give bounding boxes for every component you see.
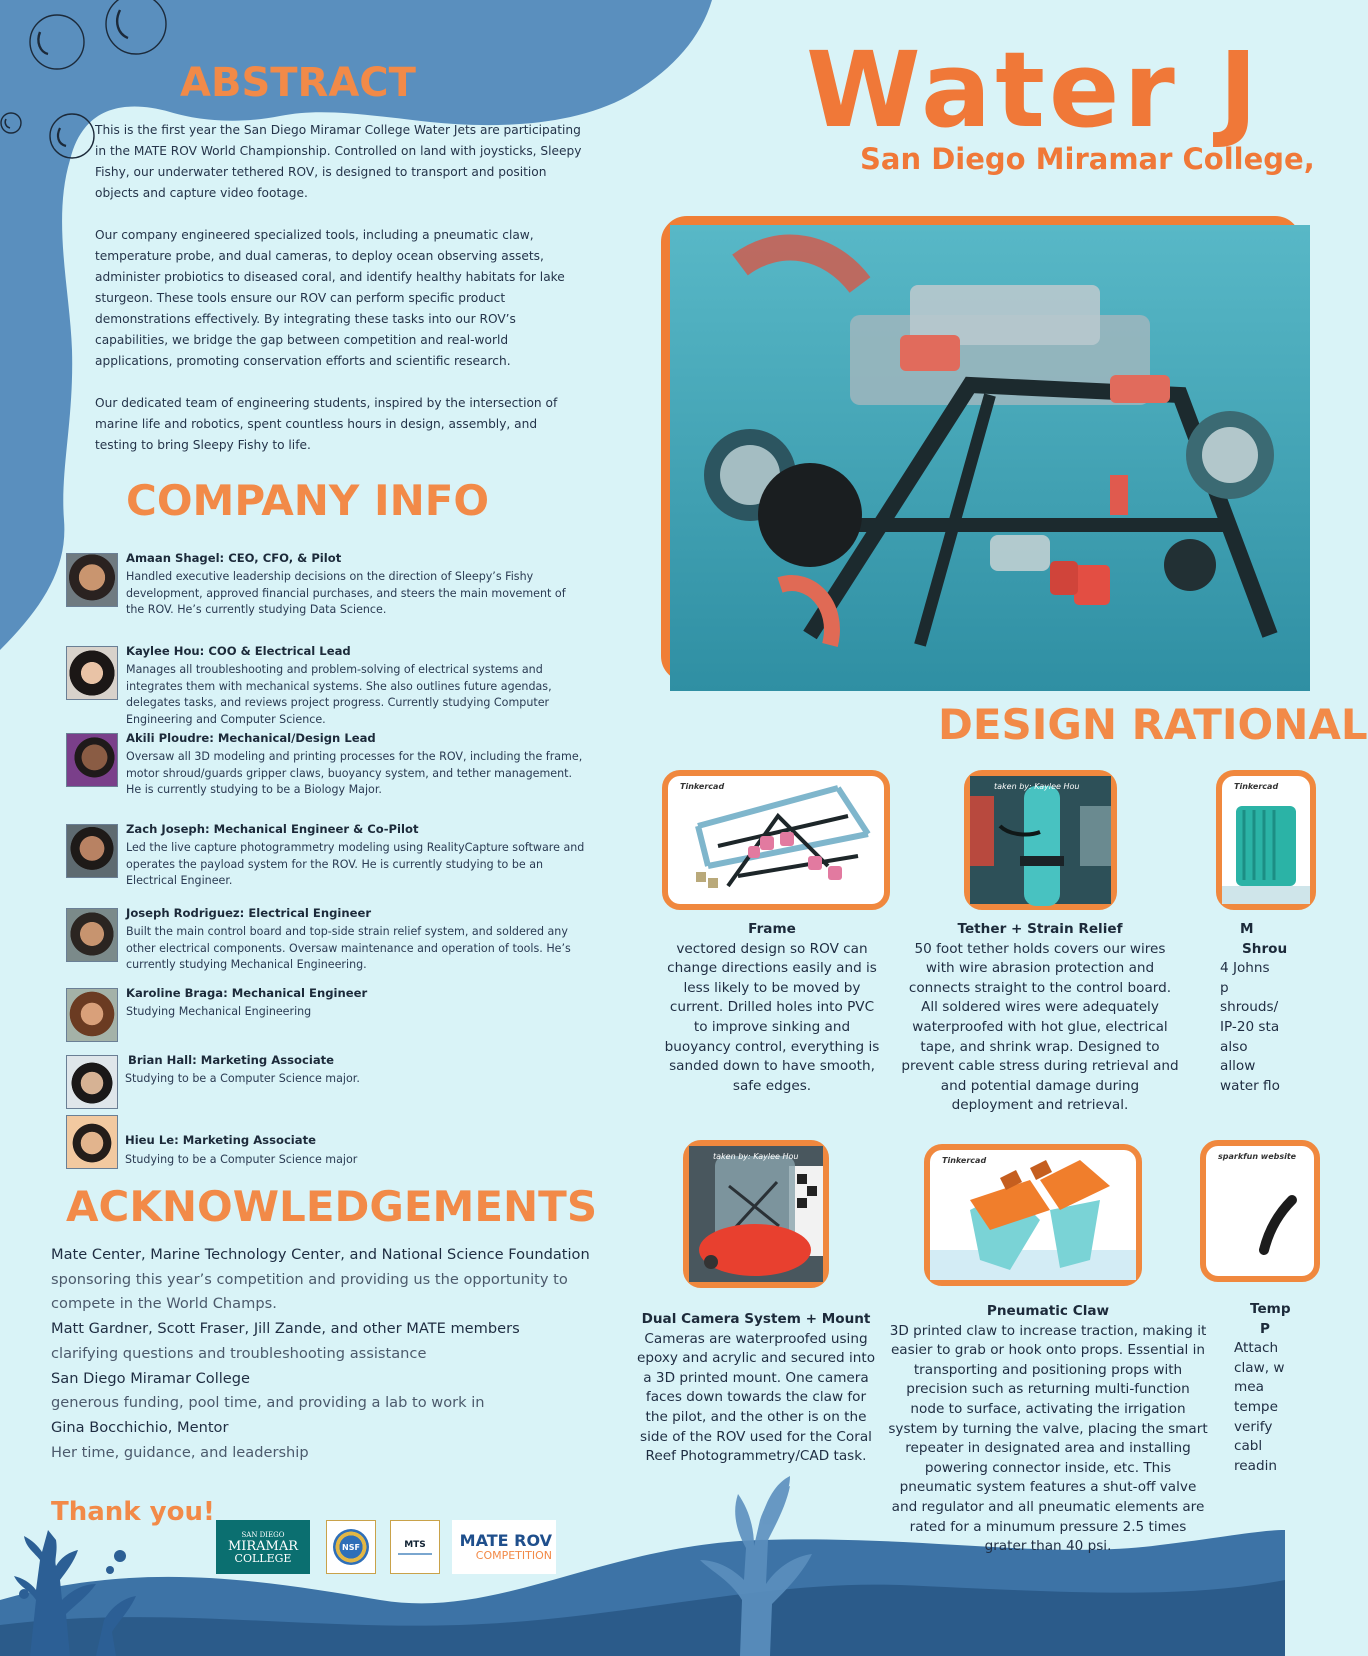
claw-text: 3D printed claw to increase traction, making it easier to grab or hook onto props. Essential in transporting and positioning props with precision such as returning multi-function node to surface, activating the irrigation system by turning the valve, placing the smart repeater in designated area and installing powering connector inside, etc. This pneumatic system features a shut-off valve and regulator and all pneumatic elements are rated for a minumum pressure 2.5 times grater than 40 psi. <box>888 1322 1208 1555</box>
motor-shroud-image-card <box>1216 770 1316 910</box>
mate-rov-logo <box>452 1520 556 1574</box>
member-photo <box>66 988 118 1042</box>
frame-image-card <box>662 770 890 910</box>
design-rational-heading: DESIGN RATIONAL <box>938 700 1368 749</box>
member-name: Karoline Braga: Mechanical Engineer <box>126 986 368 1000</box>
claw-image-card <box>924 1144 1142 1286</box>
member-photo <box>66 824 118 878</box>
ack-reason: generous funding, pool time, and providing a lab to work in <box>51 1394 485 1412</box>
miramar-logo-line-3: COLLEGE <box>234 1552 292 1565</box>
ack-reason: Her time, guidance, and leadership <box>51 1443 309 1461</box>
frame-caption <box>662 920 882 1096</box>
member-photo <box>66 553 118 607</box>
motor-shroud-title: M <box>1240 921 1254 937</box>
motor-shroud-title-2: Shrou <box>1242 940 1288 957</box>
member-description: Studying to be a Computer Science major <box>125 1153 358 1166</box>
camera-text: Cameras are waterproofed using epoxy and acrylic and secured into a 3D printed mount. One camera faces down towards the claw for the pilot, and the other is on the side of the ROV used for the Coral Reef Photogrammetry/CAD task. <box>636 1330 876 1465</box>
image-source-tag: Tinkercad <box>680 782 725 791</box>
member-description: Oversaw all 3D modeling and printing processes for the ROV, including the frame, motor shroud/guards gripper claws, buoyancy system, and tether management. He is currently studying to be a Biology Major. <box>126 750 583 796</box>
camera-image-card <box>683 1140 829 1288</box>
member-photo <box>66 1115 118 1169</box>
member-name: Joseph Rodriguez: Electrical Engineer <box>126 906 372 920</box>
abstract-paragraph-3: Our dedicated team of engineering students, inspired by the intersection of marine life and robotics, spent countless hours in design, assembly, and testing to bring Sleepy Fishy to life. <box>95 396 558 452</box>
tether-text: 50 foot tether holds covers our wires with wire abrasion protection and connects straight to the control board. All soldered wires were adequately waterproofed with hot glue, electrical tape, and shrink wrap. Designed to prevent cable stress during retrieval and and potential damage during deployment and retrieval. <box>901 940 1179 1114</box>
frame-model-illustration <box>668 776 884 904</box>
claw-title: Pneumatic Claw <box>986 1303 1110 1319</box>
rov-main-photo <box>661 216 1301 682</box>
image-source-tag: Tinkercad <box>942 1156 987 1165</box>
miramar-college-logo <box>216 1520 310 1574</box>
member-name: Akili Ploudre: Mechanical/Design Lead <box>126 731 376 745</box>
image-source-tag: taken by: Kaylee Hou <box>994 782 1080 791</box>
motor-shroud-text: 4 Johns p shrouds/ IP-20 sta also allow water flo <box>1220 960 1280 1094</box>
member-name: Kaylee Hou: COO & Electrical Lead <box>126 644 351 658</box>
claw-caption <box>888 1302 1208 1557</box>
nsf-seal-icon <box>333 1529 369 1565</box>
acknowledgements-heading: ACKNOWLEDGEMENTS <box>66 1182 598 1231</box>
temp-probe-text: Attach claw, w mea tempe verify cabl readin <box>1234 1340 1285 1474</box>
mts-underline <box>398 1553 432 1555</box>
nsf-logo-text: NSF <box>342 1542 360 1552</box>
member-name: Brian Hall: Marketing Associate <box>128 1053 335 1067</box>
member-description: Led the live capture photogrammetry modeling using RealityCapture software and operates the payload system for the ROV. He is currently studying to be an Electrical Engineer. <box>126 841 585 887</box>
member-description: Studying to be a Computer Science major. <box>125 1072 360 1085</box>
mate-logo-line-2: COMPETITION <box>475 1549 552 1562</box>
shroud-model-illustration <box>1222 776 1310 904</box>
camera-caption <box>636 1310 876 1467</box>
acknowledgements-list <box>51 1243 611 1465</box>
member-photo <box>66 908 118 962</box>
image-source-tag: taken by: Kaylee Hou <box>713 1152 799 1161</box>
image-source-tag: Tinkercad <box>1234 782 1279 791</box>
abstract-paragraph-1: This is the first year the San Diego Miramar College Water Jets are participating in the MATE ROV World Championship. Controlled on land with joysticks, Sleepy Fishy, our underwater tethered ROV, is designed to transport and position objects and capture video footage. <box>95 123 582 200</box>
camera-photo-illustration <box>689 1146 823 1282</box>
tether-title: Tether + Strain Relief <box>957 921 1123 937</box>
thank-you-text: Thank you! <box>51 1497 215 1527</box>
tether-image-card <box>964 770 1117 910</box>
frame-title: Frame <box>748 921 796 937</box>
poster-subtitle: San Diego Miramar College, <box>860 142 1315 176</box>
member-description: Built the main control board and top-side strain relief system, and soldered any other electrical components. Oversaw maintenance and operation of tools. He’s currently studying Mechanical Engineering. <box>126 925 571 971</box>
member-photo <box>66 646 118 700</box>
rov-photo-illustration <box>670 225 1310 691</box>
member-description: Studying Mechanical Engineering <box>126 1005 312 1018</box>
miramar-logo-line-2: MIRAMAR <box>227 1539 299 1554</box>
member-name: Amaan Shagel: CEO, CFO, & Pilot <box>126 551 342 565</box>
abstract-heading: ABSTRACT <box>180 60 416 106</box>
temp-probe-image-card <box>1200 1140 1320 1282</box>
claw-model-illustration <box>930 1150 1136 1280</box>
member-description: Manages all troubleshooting and problem-solving of electrical systems and integrates them with mechanical systems. She also outlines future agendas, delegates tasks, and reviews project progress. Currently studying Computer Engineering and Computer Science. <box>126 663 552 726</box>
temp-probe-illustration <box>1206 1146 1314 1276</box>
mate-logo-line-1: MATE ROV <box>459 1531 552 1550</box>
member-description: Handled executive leadership decisions on the direction of Sleepy’s Fishy development, approved financial purchases, and steers the main movement of the ROV. He’s currently studying Data Science. <box>126 570 566 616</box>
ack-name: Matt Gardner, Scott Fraser, Jill Zande, and other MATE members <box>51 1320 520 1338</box>
member-name: Zach Joseph: Mechanical Engineer & Co-Pilot <box>126 822 419 836</box>
miramar-logo-line-1: SAN DIEGO <box>241 1531 285 1539</box>
ack-name: San Diego Miramar College <box>51 1369 251 1387</box>
member-name: Hieu Le: Marketing Associate <box>125 1133 317 1147</box>
member-photo <box>66 1055 118 1109</box>
tether-caption <box>900 920 1180 1116</box>
abstract-paragraph-2: Our company engineered specialized tools, including a pneumatic claw, temperature probe, and dual cameras, to deploy ocean observing assets, administer probiotics to diseased coral, and identify healthy habitats for lake sturgeon. These tools ensure our ROV can perform specific product demonstrations effectively. By integrating these tasks into our ROV’s capabilities, we bridge the gap between competition and real-world applications, promoting conservation efforts and scientific research. <box>95 228 565 368</box>
tether-photo-illustration <box>970 776 1111 904</box>
abstract-body <box>95 120 583 477</box>
ack-reason: clarifying questions and troubleshooting assistance <box>51 1344 427 1362</box>
camera-title: Dual Camera System + Mount <box>641 1311 871 1327</box>
motor-shroud-caption <box>1220 920 1320 1096</box>
image-source-tag: sparkfun website <box>1218 1152 1297 1161</box>
temp-probe-caption <box>1234 1300 1294 1476</box>
mts-logo-text: MTS <box>404 1539 426 1550</box>
ack-name: Gina Bocchichio, Mentor <box>51 1418 229 1436</box>
member-photo <box>66 733 118 787</box>
frame-text: vectored design so ROV can change directions easily and is less likely to be moved by current. Drilled holes into PVC to improve sinking and buoyancy control, everything is sanded down to have smooth, safe edges. <box>664 940 880 1094</box>
temp-probe-title-2: P <box>1260 1320 1270 1337</box>
mts-logo <box>390 1520 440 1574</box>
nsf-logo <box>326 1520 376 1574</box>
temp-probe-title: Temp <box>1250 1301 1291 1317</box>
ack-name: Mate Center, Marine Technology Center, and National Science Foundation <box>51 1246 590 1263</box>
poster-title: Water J <box>806 29 1262 151</box>
company-info-heading: COMPANY INFO <box>126 476 490 525</box>
ack-reason: sponsoring this year’s competition and providing us the opportunity to compete in the World Champs. <box>51 1270 568 1313</box>
